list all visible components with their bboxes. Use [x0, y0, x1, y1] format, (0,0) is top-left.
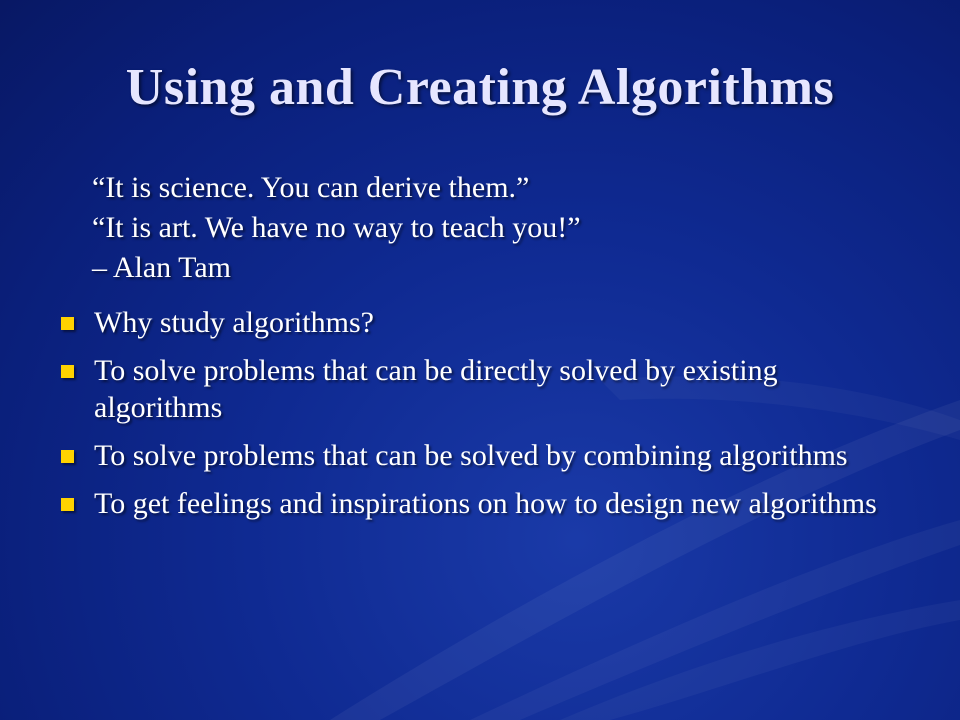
- bullet-text: To solve problems that can be directly solved by existing algorithms: [94, 354, 778, 424]
- square-bullet-icon: [61, 317, 74, 330]
- bullet-text: Why study algorithms?: [94, 306, 374, 339]
- square-bullet-icon: [61, 450, 74, 463]
- bullet-list: [60, 304, 880, 533]
- square-bullet-icon: [61, 365, 74, 378]
- bullet-text: To solve problems that can be solved by combining algorithms: [94, 439, 848, 472]
- quote-line: “It is art. We have no way to teach you!”: [92, 211, 581, 244]
- quote-attribution: – Alan Tam: [92, 251, 231, 284]
- quote-line: “It is science. You can derive them.”: [92, 171, 530, 204]
- square-bullet-icon: [61, 498, 74, 511]
- quote-block: [92, 168, 892, 288]
- bullet-text: To get feelings and inspirations on how to design new algorithms: [94, 487, 877, 520]
- bullet-item: [60, 485, 880, 522]
- bullet-item: [60, 352, 880, 426]
- slide-title: Using and Creating Algorithms: [125, 59, 835, 116]
- bullet-item: [60, 437, 880, 474]
- bullet-item: [60, 304, 880, 341]
